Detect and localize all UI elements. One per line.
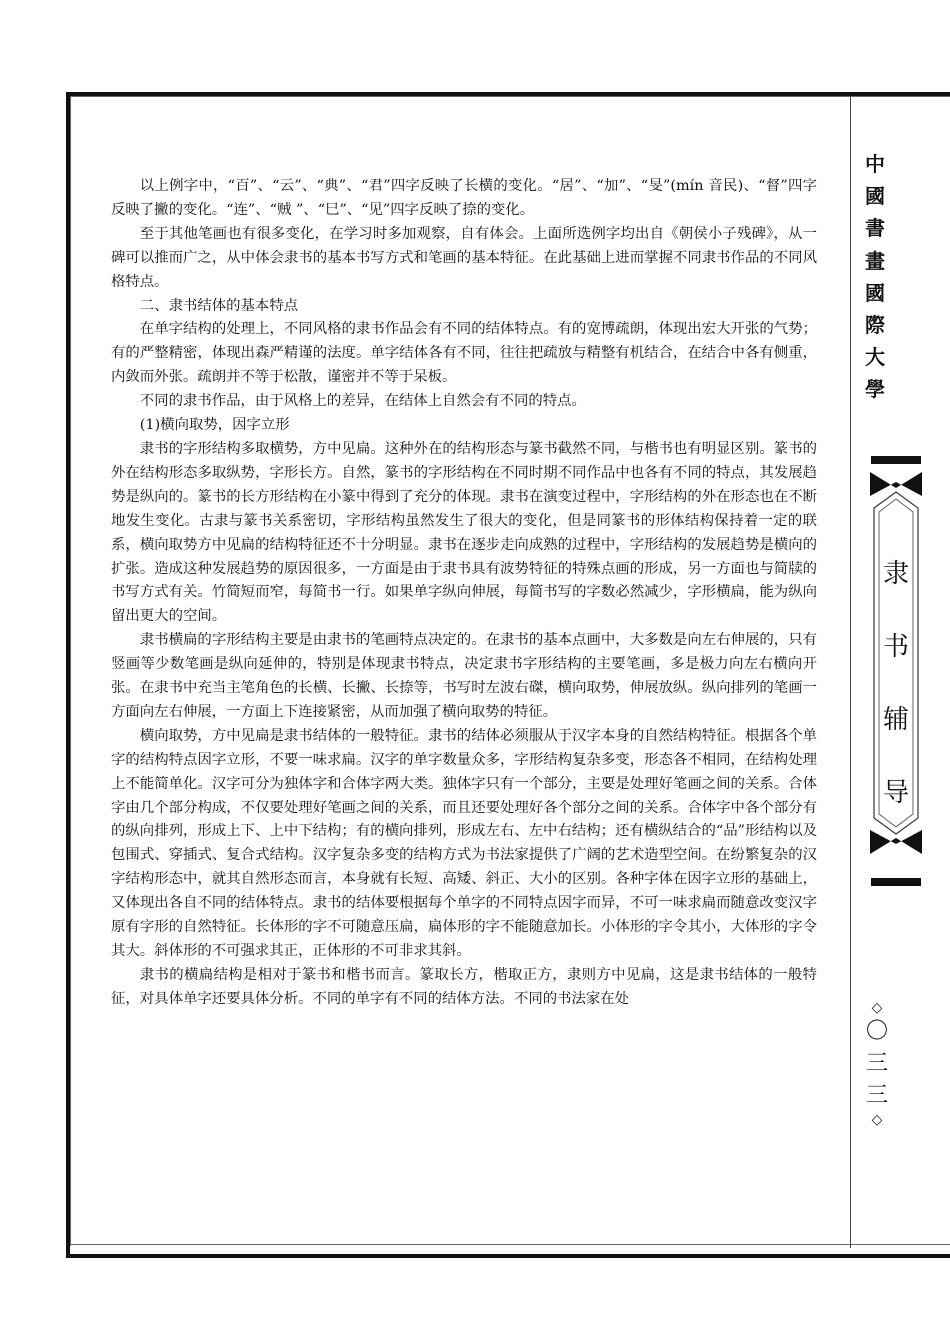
paragraph: 以上例字中，“百”、“云”、“典”、“君”四字反映了长横的变化。“居”、“加”、“旻”(mín 音民)、“督”四字反映了撇的变化。“连”、“贼 ”、“巳”、“见”四字反映了捺的变化。 <box>111 178 817 218</box>
title-char: 大 <box>865 345 885 370</box>
frame-inner-rule-left <box>70 96 71 1246</box>
paragraph: 隶书的横扁结构是相对于篆书和楷书而言。篆取长方，楷取正方，隶则方中见扁，这是隶书结体的一般特征，对具体单字还要具体分析。不同的单字有不同的结体方法。不同的书法家在处 <box>111 966 817 1007</box>
paragraph: 隶书横扁的字形结构主要是由隶书的笔画特点决定的。在隶书的基本点画中，大多数是向左右伸展的，只有竖画等少数笔画是纵向延伸的，特别是体现隶书特点，决定隶书字形结构的主要笔画，多是极力向左右横向开张。在隶书中充当主笔角色的长横、长撇、长捺等，书写时左波右磔，横向取势，伸展放纵。纵向排列的笔画一方面向左右伸展，一方面上下连接紧密，从而加强了横向取势的特征。 <box>111 632 817 720</box>
section-heading: 二、隶书结体的基本特点 <box>139 297 299 314</box>
diamond-icon: ◇ <box>871 1000 883 1016</box>
paragraph: 不同的隶书作品，由于风格上的差异，在结体上自然会有不同的特点。 <box>139 393 586 410</box>
title-char: 學 <box>865 377 885 402</box>
title-char: 國 <box>865 280 885 305</box>
body-text <box>111 175 817 1012</box>
paragraph: 在单字结构的处理上，不同风格的隶书作品会有不同的结体特点。有的宽博疏朗，体现出宏大开张的气势；有的严整精密，体现出森严精谨的法度。单字结体各有不同，往往把疏放与精整有机结合，在结合中各有侧重，内敛而外张。疏朗并不等于松散，谨密并不等于呆板。 <box>111 321 817 386</box>
sidebar-divider <box>850 96 851 1248</box>
subject-char: 导 <box>882 778 909 808</box>
paragraph: 横向取势，方中见扁是隶书结体的一般特征。隶书的结体必须服从于汉字本身的自然结构特征。根据各个单字的结构特点因字立形，不要一味求扁。汉字的单字数量众多，字形结构复杂多变，形态各不相同，在结构处理上不能简单化。汉字可分为独体字和合体字两大类。独体字只有一个部分，主要是处理好笔画之间的关系。合体字由几个部分构成，不仅要处理好笔画之间的关系，而且还要处理好各个部分之间的关系。合体字中各个部分有的纵向排列，形成上下、上中下结构；有的横向排列，形成左右、左中右结构；还有横纵结合的“品”形结构以及包围式、穿插式、复合式结构。汉字复杂多变的结构方式为书法家提供了广阔的艺术造型空间。在纷繁复杂的汉字结构形态中，就其自然形态而言，本身就有长短、高矮、斜正、大小的区别。各种字体在因字立形的基础上，又体现出各自不同的结体特点。隶书的结体要根据每个单字的不同特点因字而异，不可一味求扁而随意改变汉字原有字形的自然特征。长体形的字不可随意压扁，扁体形的字不能随意加长。小体形的字令其小，大体形的字令其大。斜体形的不可强求其正，正体形的不可非求其斜。 <box>111 727 817 959</box>
ornament-bar-top <box>871 456 921 464</box>
subject-title <box>870 538 922 830</box>
subsection-heading: (1)横向取势，因字立形 <box>139 417 290 434</box>
title-char: 書 <box>865 216 885 241</box>
subject-char: 隶 <box>882 559 909 589</box>
page-digit: 三 <box>865 1083 888 1108</box>
frame-inner-rule-bottom <box>70 1244 950 1245</box>
frame-inner-rule-top <box>70 96 950 97</box>
subject-char: 辅 <box>882 705 909 735</box>
ornament-bar-bottom <box>871 878 921 886</box>
paragraph: 至于其他笔画也有很多变化，在学习时多加观察，自有体会。上面所选例字均出自《朝侯小子残碑》，从一碑可以推而广之，从中体会隶书的基本书写方式和笔画的基本特征。在此基础上进而掌握不同隶书作品的不同风格特点。 <box>111 225 817 290</box>
paragraph: 隶书的字形结构多取横势，方中见扁。这种外在的结构形态与篆书截然不同，与楷书也有明显区别。篆书的外在结构形态多取纵势，字形长方。自然，篆书的字形结构在不同时期不同作品中也各有不同的特点，其发展趋势是纵向的。篆书的长方形结构在小篆中得到了充分的体现。隶书在演变过程中，字形结构的外在形态也在不断地发生变化。古隶与篆书关系密切，字形结构虽然发生了很大的变化，但是同篆书的形体结构保持着一定的联系，横向取势方中见扁的结构特征还不十分明显。隶书在逐步走向成熟的过程中，字形结构的发展趋势是横向的扩张。造成这种发展趋势的原因很多，一方面是由于隶书具有波势特征的特殊点画的形成，另一方面也与简牍的书写方式有关。竹简短而窄，每简书一行。如果单字纵向伸展，每简书写的字数必然减少，字形横扁，能为纵向留出更大的空间。 <box>111 440 817 625</box>
page-number <box>860 1000 894 1128</box>
page-digit: 〇 <box>865 1019 888 1044</box>
title-char: 中 <box>865 152 885 176</box>
title-char: 國 <box>865 184 885 209</box>
subject-char: 书 <box>882 632 909 662</box>
diamond-icon: ◇ <box>871 1112 883 1128</box>
university-title <box>858 148 892 406</box>
page-digit: 三 <box>865 1051 888 1076</box>
title-char: 畫 <box>865 248 885 273</box>
title-char: 際 <box>865 313 885 338</box>
